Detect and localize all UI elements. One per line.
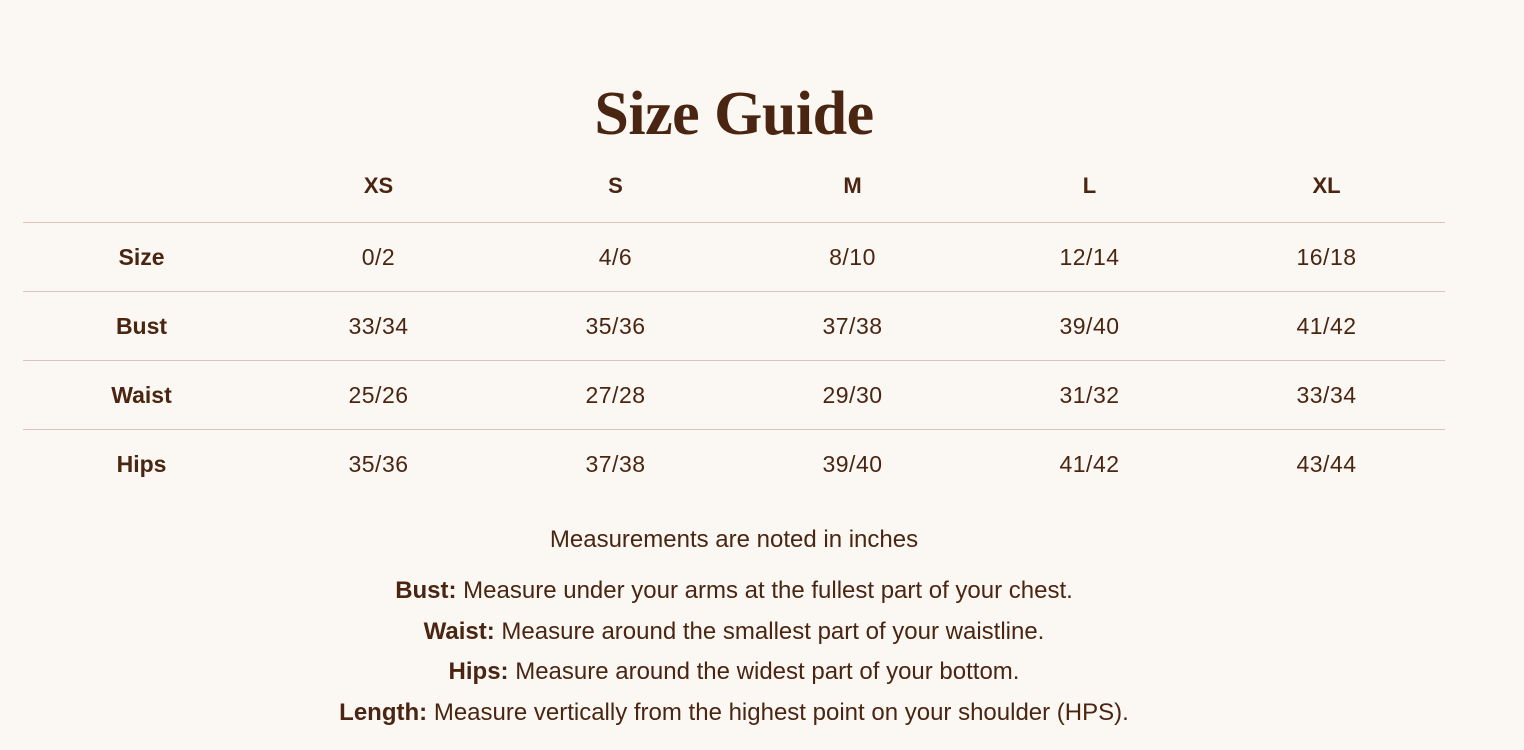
definition-length xyxy=(0,694,1468,735)
table-cell: 39/40 xyxy=(971,292,1208,361)
table-cell: 37/38 xyxy=(734,292,971,361)
row-label-hips: Hips xyxy=(23,430,260,499)
definition-text: Measure vertically from the highest point on your shoulder (HPS). xyxy=(427,699,1129,727)
table-cell: 29/30 xyxy=(734,361,971,430)
measurement-unit-note: Measurements are noted in inches xyxy=(549,526,919,553)
column-header-xs: XS xyxy=(363,173,394,198)
table-row-waist xyxy=(23,361,1445,430)
measurement-definitions xyxy=(0,572,1468,735)
table-cell: 43/44 xyxy=(1208,430,1445,499)
row-label-size: Size xyxy=(23,223,260,292)
page-title: Size Guide xyxy=(594,79,874,148)
table-cell: 16/18 xyxy=(1208,223,1445,292)
corner-cell xyxy=(23,150,260,223)
definition-text: Measure around the widest part of your bottom. xyxy=(508,658,1020,686)
column-header-m: M xyxy=(843,173,862,198)
table-row-bust xyxy=(23,292,1445,361)
table-row-hips xyxy=(23,430,1445,499)
table-header-row xyxy=(23,150,1445,223)
table-cell: 35/36 xyxy=(497,292,734,361)
table-cell: 31/32 xyxy=(971,361,1208,430)
table-cell: 4/6 xyxy=(497,223,734,292)
size-chart-table xyxy=(23,150,1445,499)
table-cell: 27/28 xyxy=(497,361,734,430)
table-row-size xyxy=(23,223,1445,292)
row-label-waist: Waist xyxy=(23,361,260,430)
table-cell: 39/40 xyxy=(734,430,971,499)
table-cell: 35/36 xyxy=(260,430,497,499)
table-cell: 12/14 xyxy=(971,223,1208,292)
row-label-bust: Bust xyxy=(23,292,260,361)
definition-bust xyxy=(0,572,1468,613)
table-cell: 41/42 xyxy=(1208,292,1445,361)
table-cell: 41/42 xyxy=(971,430,1208,499)
table-cell: 33/34 xyxy=(260,292,497,361)
definition-text: Measure around the smallest part of your waistline. xyxy=(494,617,1045,645)
definition-term: Length: xyxy=(339,699,428,727)
definition-hips xyxy=(0,653,1468,694)
column-header-l: L xyxy=(1082,173,1097,198)
table-cell: 37/38 xyxy=(497,430,734,499)
table-cell: 33/34 xyxy=(1208,361,1445,430)
column-header-xl: XL xyxy=(1312,173,1341,198)
definition-text: Measure under your arms at the fullest part of your chest. xyxy=(456,577,1073,604)
column-header-s: S xyxy=(608,173,623,198)
table-cell: 8/10 xyxy=(734,223,971,292)
definition-term: Bust: xyxy=(395,577,457,604)
table-cell: 25/26 xyxy=(260,361,497,430)
definition-waist xyxy=(0,613,1468,654)
table-cell: 0/2 xyxy=(260,223,497,292)
definition-term: Hips: xyxy=(448,658,509,686)
definition-term: Waist: xyxy=(423,617,495,645)
